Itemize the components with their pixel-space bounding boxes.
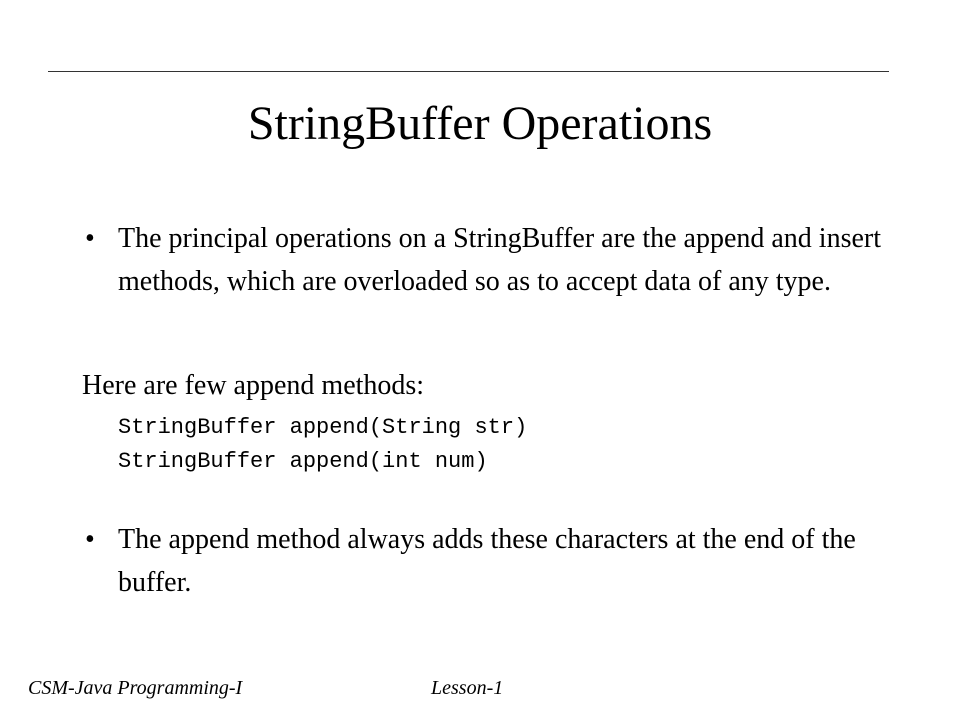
append-methods-intro: Here are few append methods: xyxy=(82,370,425,401)
bullet-item-1 xyxy=(85,217,885,303)
footer-lesson: Lesson-1 xyxy=(431,677,504,699)
bullet-text-1: The principal operations on a StringBuffer are the append and insert methods, which are overloaded so as to accept data of any type. xyxy=(118,223,882,297)
code-line-2: StringBuffer append(int num) xyxy=(118,449,488,474)
bullet-glyph: • xyxy=(85,524,95,555)
bullet-item-2 xyxy=(85,518,885,604)
bullet-text-2: The append method always adds these characters at the end of the buffer. xyxy=(118,524,856,598)
bullet-glyph: • xyxy=(85,223,95,254)
footer-course: CSM-Java Programming-I xyxy=(28,677,243,699)
top-divider xyxy=(48,71,889,72)
code-line-1: StringBuffer append(String str) xyxy=(118,415,528,440)
slide-title: StringBuffer Operations xyxy=(247,97,713,150)
